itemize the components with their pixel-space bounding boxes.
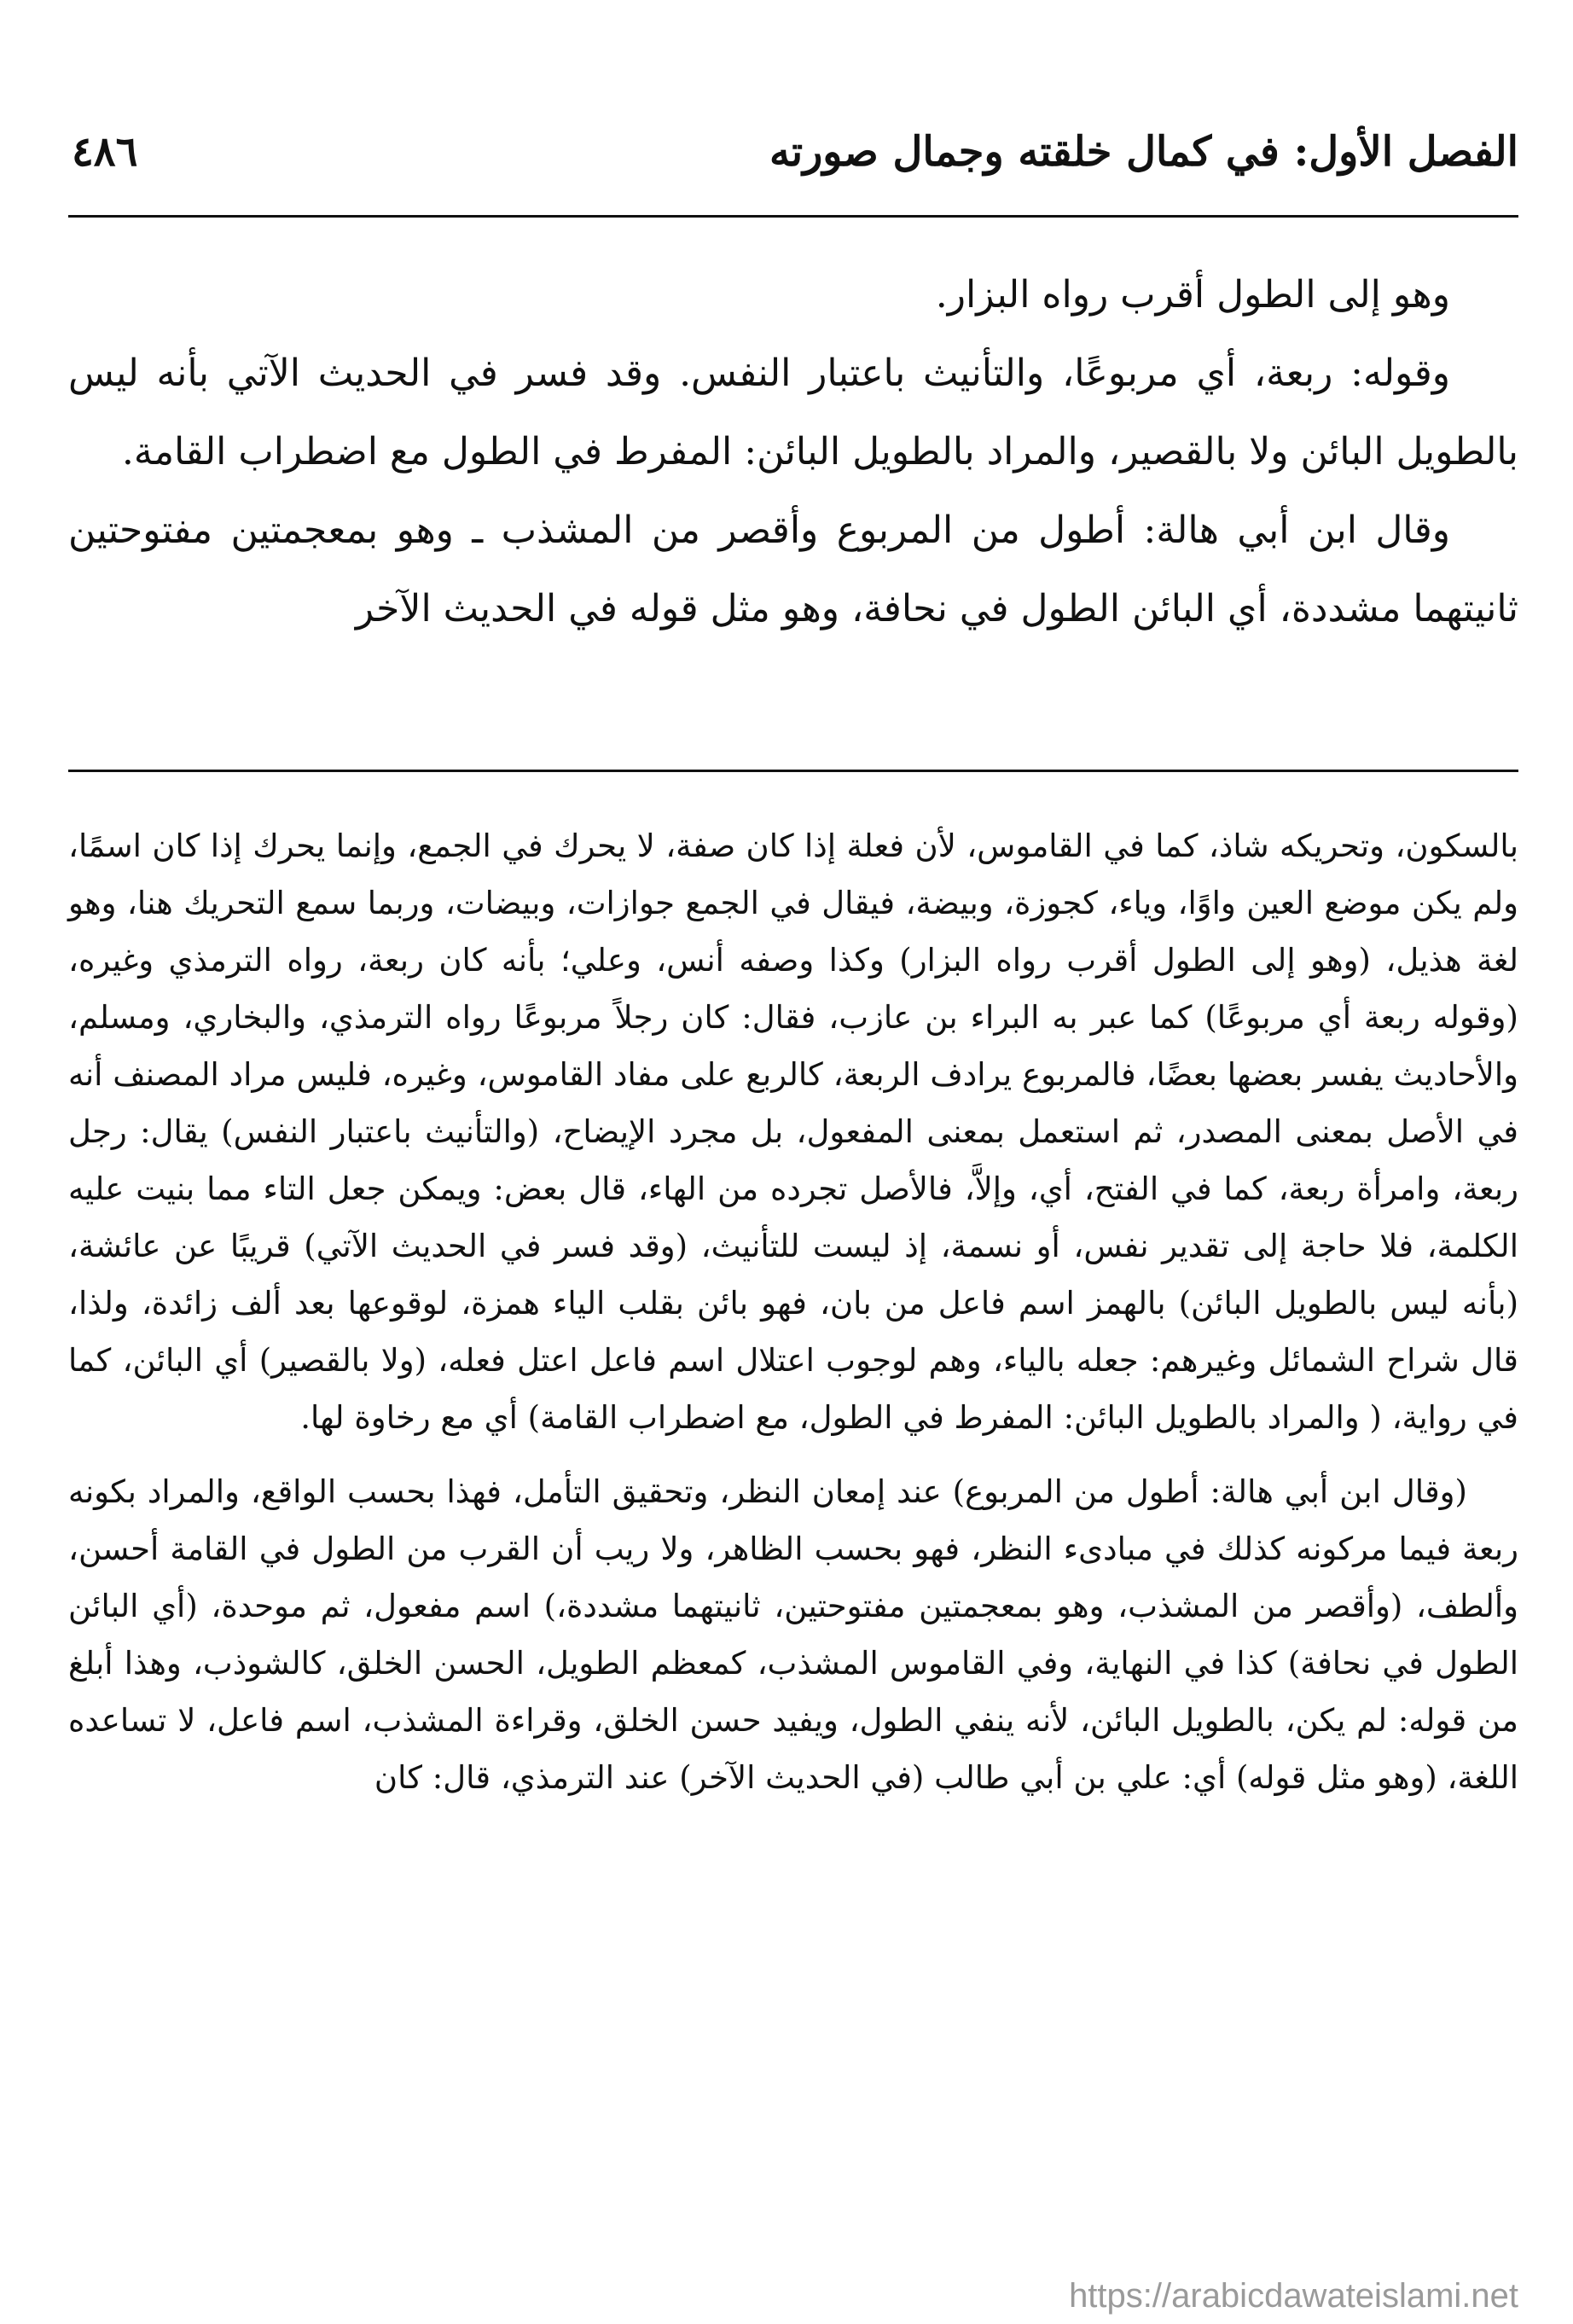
main-paragraph-3: وقال ابن أبي هالة: أطول من المربوع وأقصر من المشذب ـ وهو بمعجمتين مفتوحتين ثانيتهما مشددة، أي البائن الطول في نحافة، وهو مثل قوله في الحديث الآخر xyxy=(68,508,1518,630)
main-text xyxy=(68,256,1518,648)
header-divider xyxy=(68,215,1518,218)
commentary-text xyxy=(68,817,1518,1806)
watermark-url: https://arabicdawateislami.net xyxy=(1069,2277,1518,2315)
page-number: ٤٨٦ xyxy=(72,128,138,176)
main-paragraph-2: وقوله: ربعة، أي مربوعًا، والتأنيث باعتبار النفس. وقد فسر في الحديث الآتي بأنه ليس بالطويل البائن ولا بالقصير، والمراد بالطويل البائن: المفرط في الطول مع اضطراب القامة. xyxy=(68,352,1518,474)
commentary-paragraph-2: (وقال ابن أبي هالة: أطول من المربوع) عند إمعان النظر، وتحقيق التأمل، فهذا بحسب الواقع، والمراد بكونه ربعة فيما مركونه كذلك في مبادىء النظر، فهو بحسب الظاهر، ولا ريب أن القرب من الطول في القامة أحسن، وألطف، (وأقصر من المشذب، وهو بمعجمتين مفتوحتين، ثانيتهما مشددة،) اسم مفعول، ثم موحدة، (أي البائن الطول في نحافة) كذا في النهاية، وفي القاموس المشذب، كمعظم الطويل، الحسن الخلق، كالشوذب، وهذا أبلغ من قوله: لم يكن، بالطويل البائن، لأنه ينفي الطول، ويفيد حسن الخلق، وقراءة المشذب، اسم فاعل، لا تساعده اللغة، (وهو مثل قوله) أي: علي بن أبي طالب (في الحديث الآخر) عند الترمذي، قال: كان xyxy=(68,1473,1518,1796)
main-paragraph-1: وهو إلى الطول أقرب رواه البزار. xyxy=(935,273,1450,317)
chapter-title: الفصل الأول: في كمال خلقته وجمال صورته xyxy=(769,128,1518,176)
commentary-divider xyxy=(68,770,1518,772)
commentary-paragraph-1: بالسكون، وتحريكه شاذ، كما في القاموس، لأن فعلة إذا كان صفة، لا يحرك في الجمع، وإنما يحرك إذا كان اسمًا، ولم يكن موضع العين واوًا، وياء، كجوزة، وبيضة، فيقال في الجمع جوازات، وبيضات، وربما سمع التحريك هنا، وهو لغة هذيل، (وهو إلى الطول أقرب رواه البزار) وكذا وصفه أنس، وعلي؛ بأنه كان ربعة، رواه الترمذي وغيره، (وقوله ربعة أي مربوعًا) كما عبر به البراء بن عازب، فقال: كان رجلاً مربوعًا رواه الترمذي، والبخاري، ومسلم، والأحاديث يفسر بعضها بعضًا، فالمربوع يرادف الربعة، كالربع على مفاد القاموس، وغيره، فليس مراد المصنف أنه في الأصل بمعنى المصدر، ثم استعمل بمعنى المفعول، بل مجرد الإيضاح، (والتأنيث باعتبار النفس) يقال: رجل ربعة، وامرأة ربعة، كما في الفتح، أي، وإلاَّ، فالأصل تجرده من الهاء، قال بعض: ويمكن جعل التاء مما بنيت عليه الكلمة، فلا حاجة إلى تقدير نفس، أو نسمة، إذ ليست للتأنيث، (وقد فسر في الحديث الآتي) قريبًا عن عائشة، (بأنه ليس بالطويل البائن) بالهمز اسم فاعل من بان، فهو بائن بقلب الياء همزة، لوقوعها بعد ألف زائدة، ولذا، قال شراح الشمائل وغيرهم: جعله بالياء، وهم لوجوب اعتلال اسم فاعل اعتل فعله، (ولا بالقصير) أي البائن، كما في رواية، ( والمراد بالطويل البائن: المفرط في الطول، مع اضطراب القامة) أي مع رخاوة لها. xyxy=(68,828,1518,1436)
page-header xyxy=(72,128,1518,196)
